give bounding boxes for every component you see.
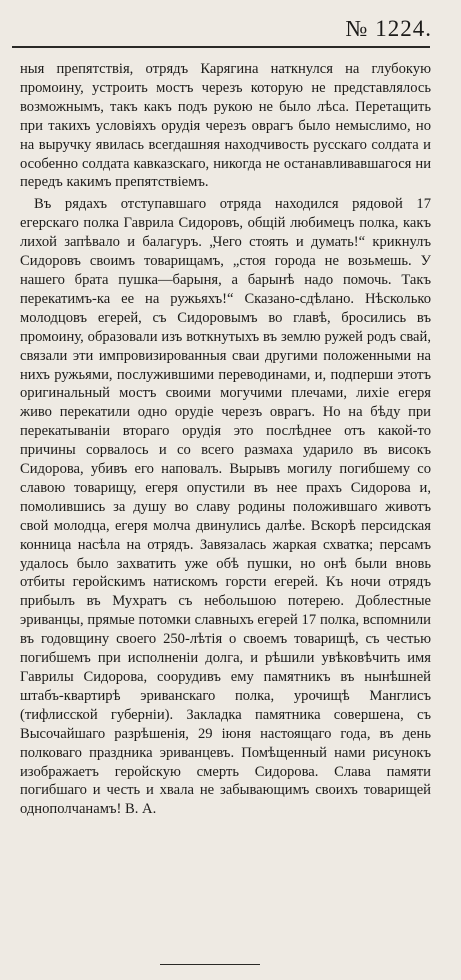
article-paragraph: ныя препятствія, отрядъ Карягина наткнулся на глубокую промоину, устроить мостъ черезъ которую не представлялось возможнымъ, такъ какъ подъ рукою не было лѣса. Перетащить при такихъ условіяхъ орудія черезъ оврагъ было немыслимо, но на выручку явилась всегдашняя находчивость русскаго солдата и особенно солдата кавказскаго, никогда не останавливавшагося ни передъ какимъ препятствіемъ. <box>20 61 431 191</box>
article-paragraph: Въ рядахъ отступавшаго отряда находился рядовой 17 егерскаго полка Гаврила Сидоровъ, общій любимецъ полка, какъ лихой запѣвало и балагуръ. „Чего стоять и думать!“ крикнулъ Сидоровъ своимъ товарищамъ, „стоя города не возьмешь. У нашего брата пушка—барыня, а барынѣ надо помочь. Такъ перекатимъ-ка ее на ружьяхъ!“ Сказано-сдѣлано. Нѣсколько молодцовъ егерей, съ Сидоровымъ во главѣ, бросились въ промоину, образовали изъ воткнутыхъ въ землю ружей родъ свай, связали эти импровизированныя сваи другими положенными на нихъ ружьями, послужившими переводинами, и, подперши этотъ оригинальный мостъ своими могучими плечами, лихіе егеря живо перекатили одно орудіе черезъ оврагъ. Но на бѣду при перекатываніи втораго орудія это послѣднее отъ какой-то причины сорвалось и со всего размаха ударило въ високъ Сидорова, убивъ его наповалъ. Вырывъ могилу погибшему со славою товарищу, егеря опустили въ нее прахъ Сидорова и, помолившись за душу во славу родины положившаго животъ свой молодца, егеря молча двинулись далѣе. Вскорѣ персидская конница насѣла на отрядъ. Завязалась жаркая схватка; персамъ удалось было захватить уже обѣ пушки, но онѣ были вновь отбиты геройскимъ натискомъ горсти егерей. Къ ночи отрядъ прибылъ въ Мухратъ съ небольшою потерею. Доблестные эриванцы, прямые потомки славныхъ егерей 17 полка, вспомнили въ годовщину своего 250-лѣтія о своемъ товарищѣ, съ честью погибшемъ при исполненіи долга, и рѣшили увѣковѣчить имя Гаврилы Сидорова, соорудивъ ему памятникъ въ нынѣшней штабъ-квартирѣ эриванскаго полка, урочищѣ Манглисъ (тифлисской губерніи). Закладка памятника совершена, съ Высочайшаго разрѣшенія, 29 іюня настоящаго года, въ день полковаго праздника эриванцевъ. Помѣщенный нами рисунокъ изображаетъ геройскую смерть Сидорова. Слава памяти погибшаго и честь и хвала не забывающимъ своихъ товарищей однополчанамъ! В. А. <box>20 196 431 818</box>
footer-divider <box>160 964 260 965</box>
article-body <box>20 60 431 819</box>
header-divider <box>12 46 430 48</box>
issue-number: № 1224. <box>345 16 432 41</box>
